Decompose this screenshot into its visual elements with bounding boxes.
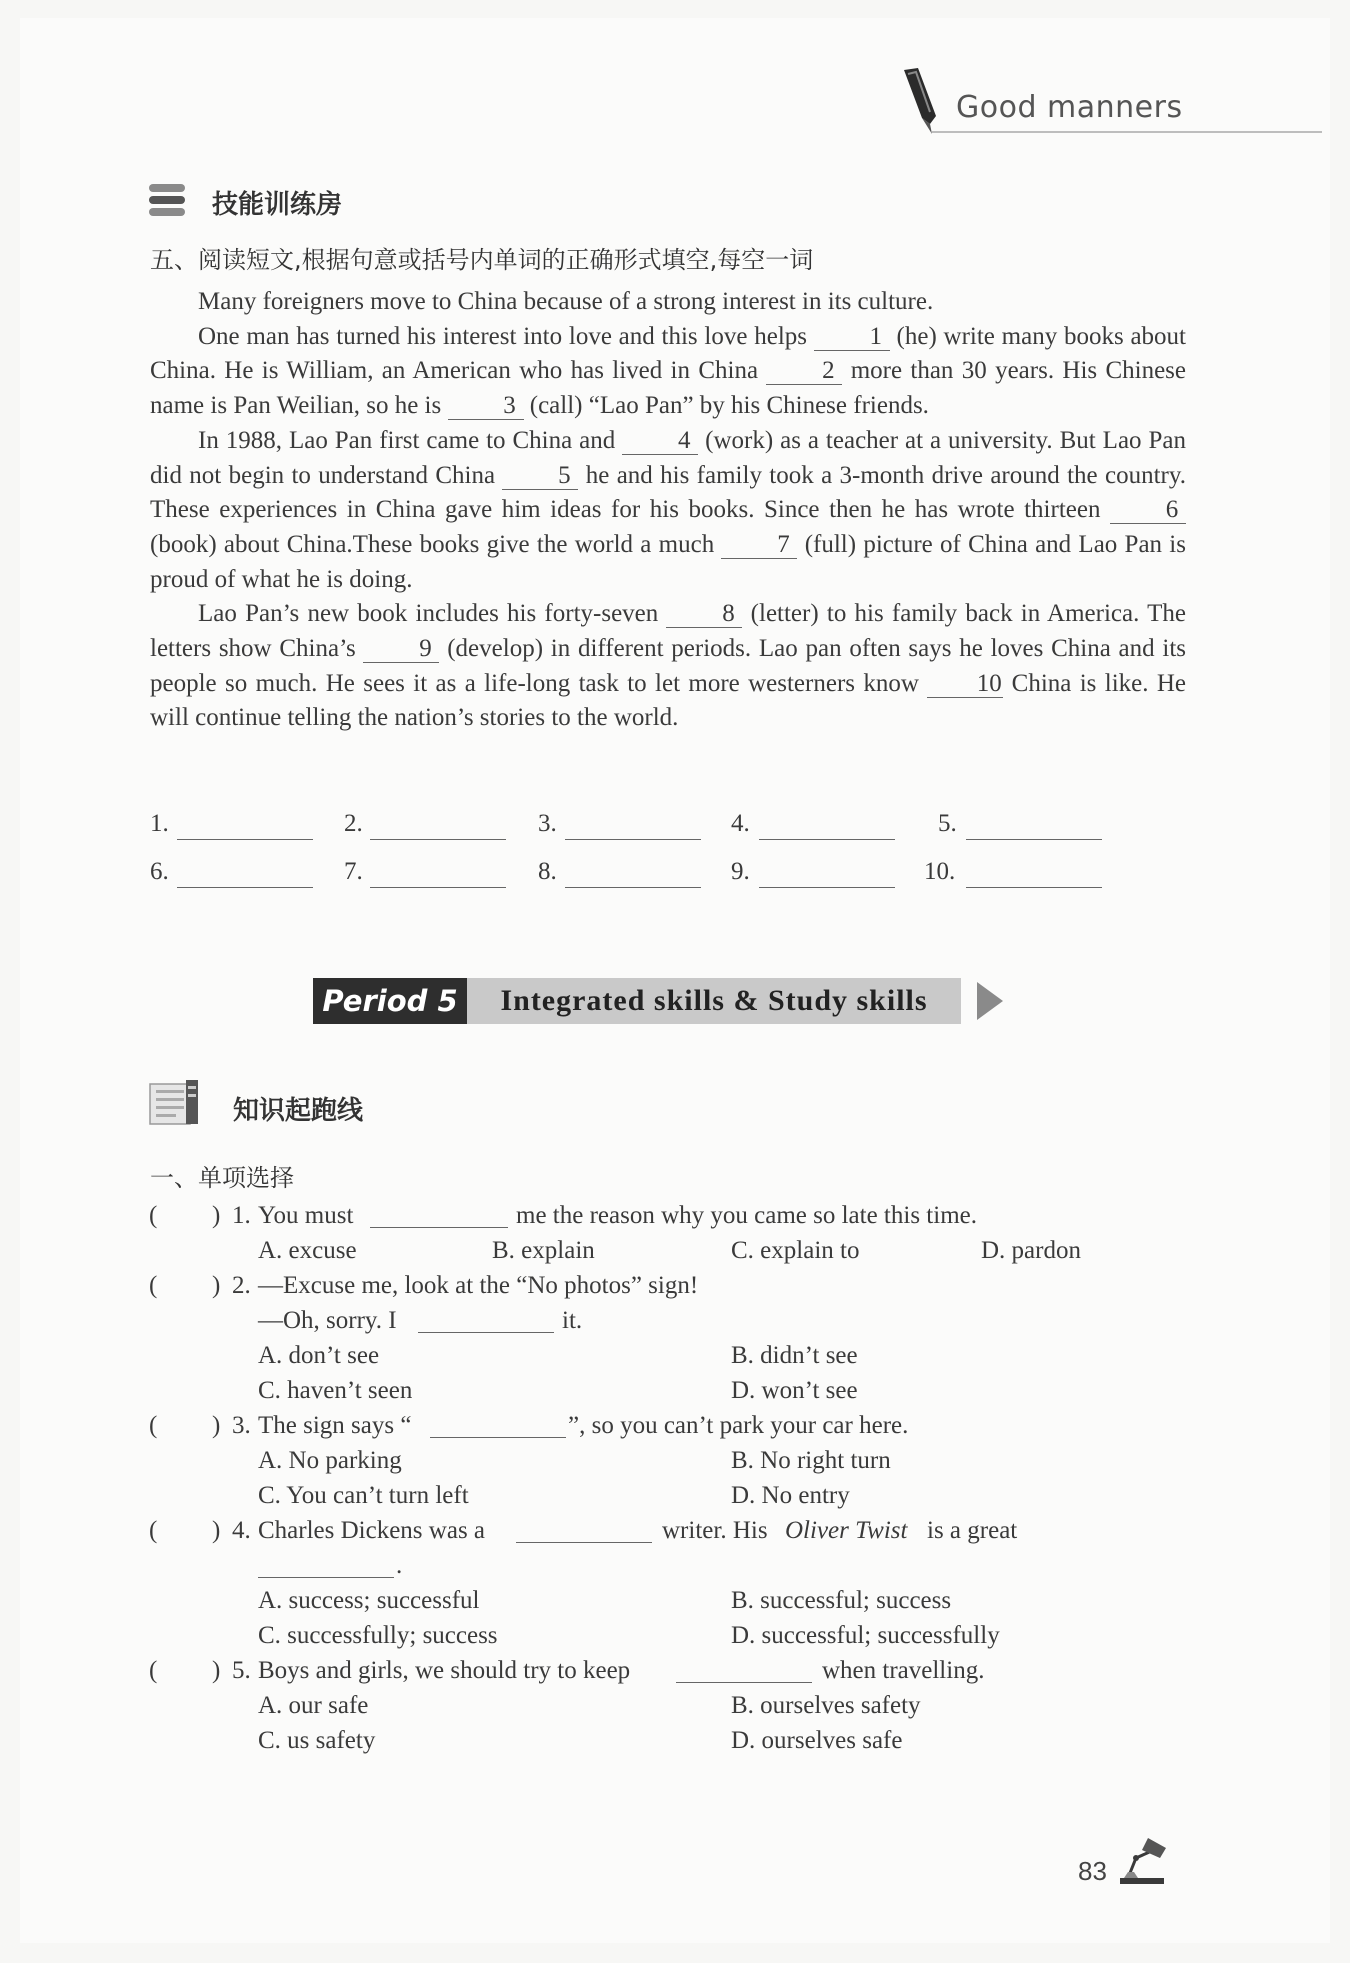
option[interactable]: A. No parking [258, 1447, 402, 1474]
question-stem: it. [562, 1307, 583, 1334]
passage-text: (call) “Lao Pan” by his Chinese friends. [523, 392, 929, 420]
answer-paren-open: ( [149, 1517, 158, 1544]
answer-label: 9. [731, 858, 750, 885]
option[interactable]: D. won’t see [731, 1377, 858, 1404]
answer-paren-open: ( [149, 1202, 158, 1229]
answer-label: 4. [731, 810, 750, 837]
passage-blank[interactable]: 10 [927, 671, 1003, 698]
option[interactable]: C. us safety [258, 1727, 376, 1754]
option[interactable]: C. successfully; success [258, 1622, 498, 1649]
passage-blank[interactable]: 6 [1110, 497, 1186, 524]
question-stem: . [396, 1552, 403, 1579]
passage-blank[interactable]: 3 [448, 393, 524, 420]
option[interactable]: B. explain [492, 1237, 595, 1264]
question-number: 2. [232, 1272, 251, 1299]
answer-blank[interactable] [565, 838, 701, 840]
answer-paren-open: ( [149, 1657, 158, 1684]
period-title: Integrated skills & Study skills [467, 978, 961, 1024]
answer-blank[interactable] [177, 838, 313, 840]
answer-label: 5. [938, 810, 957, 837]
answer-blank[interactable] [759, 886, 895, 888]
book-icon [148, 1078, 208, 1128]
answer-paren-open: ( [149, 1272, 158, 1299]
question-number: 3. [232, 1412, 251, 1439]
answer-blank[interactable] [966, 886, 1102, 888]
period-label: Period 5 [313, 978, 467, 1024]
question-stem: me the reason why you came so late this time. [516, 1202, 977, 1229]
answer-paren-close: ) [212, 1272, 221, 1299]
cloze-instructions: 五、阅读短文,根据句意或括号内单词的正确形式填空,每空一词 [150, 246, 814, 274]
passage-text: Lao Pan’s new book includes his forty-seven [198, 600, 667, 628]
workbook-page [20, 18, 1330, 1943]
answer-label: 6. [150, 858, 169, 885]
cloze-passage [150, 285, 1186, 736]
answer-paren-close: ) [212, 1202, 221, 1229]
cloze-paragraph [150, 424, 1186, 598]
answer-label: 7. [344, 858, 363, 885]
answer-blank[interactable] [966, 838, 1102, 840]
passage-text: (work) as a teacher at a university. But Lao Pan did not begin to understand China [150, 426, 1186, 489]
answer-paren-close: ) [212, 1657, 221, 1684]
option[interactable]: D. ourselves safe [731, 1727, 903, 1754]
answer-label: 8. [538, 858, 557, 885]
option[interactable]: D. pardon [981, 1237, 1081, 1264]
option[interactable]: B. didn’t see [731, 1342, 858, 1369]
question-blank[interactable] [370, 1226, 508, 1228]
passage-text: China is like. He will continue telling the nation’s stories to the world. [150, 669, 1186, 732]
unit-title: Good manners [956, 90, 1183, 125]
answer-blank[interactable] [759, 838, 895, 840]
passage-blank[interactable]: 8 [666, 601, 742, 628]
passage-text: (full) picture of China and Lao Pan is proud of what he is doing. [150, 530, 1186, 593]
answer-blank[interactable] [370, 838, 506, 840]
question-stem: Charles Dickens was a [258, 1517, 486, 1544]
answer-paren-close: ) [212, 1517, 221, 1544]
answer-label: 2. [344, 810, 363, 837]
question-stem: when travelling. [822, 1657, 985, 1684]
question-number: 4. [232, 1517, 251, 1544]
option[interactable]: A. excuse [258, 1237, 357, 1264]
option[interactable]: C. explain to [731, 1237, 860, 1264]
answer-paren-open: ( [149, 1412, 158, 1439]
answer-label: 1. [150, 810, 169, 837]
question-stem: You must [258, 1202, 354, 1229]
question-blank[interactable] [418, 1331, 554, 1333]
question-blank[interactable] [430, 1436, 566, 1438]
answer-blank[interactable] [565, 886, 701, 888]
passage-text: (develop) in different periods. Lao pan often says he loves China and its people so much. He sees it as a life-long task to let more westerners know [150, 635, 1186, 697]
question-stem: —Oh, sorry. I [258, 1307, 397, 1334]
answer-label: 3. [538, 810, 557, 837]
answer-paren-close: ) [212, 1412, 221, 1439]
passage-text: One man has turned his interest into love and this love helps [198, 322, 814, 350]
option[interactable]: D. successful; successfully [731, 1622, 1000, 1649]
option[interactable]: B. No right turn [731, 1447, 891, 1474]
question-stem: The sign says “ [258, 1412, 412, 1439]
banner-arrow-icon [975, 980, 1005, 1022]
question-stem: writer. His [662, 1517, 768, 1544]
skills-section-title: 技能训练房 [212, 190, 343, 220]
passage-blank[interactable]: 7 [721, 532, 797, 559]
question-number: 1. [232, 1202, 251, 1229]
question-number: 5. [232, 1657, 251, 1684]
question-stem: —Excuse me, look at the “No photos” sign! [258, 1272, 699, 1299]
pen-icon [896, 66, 946, 138]
passage-text: he and his family took a 3-month drive around the country. These experiences in China gave him ideas for his books. Since then he has wrote thirteen [150, 461, 1186, 524]
option[interactable]: A. don’t see [258, 1342, 380, 1369]
passage-text: (letter) to his family back in America. The letters show China’s [150, 600, 1186, 663]
option[interactable]: A. our safe [258, 1692, 369, 1719]
passage-text: (book) about China.These books give the world a much [150, 530, 722, 558]
answer-blank[interactable] [177, 886, 313, 888]
question-stem: is a great [927, 1517, 1018, 1544]
book-title: Oliver Twist [785, 1517, 908, 1544]
answer-blank[interactable] [370, 886, 506, 888]
cloze-paragraph [150, 597, 1186, 736]
passage-blank[interactable]: 1 [814, 324, 890, 351]
question-blank[interactable] [676, 1681, 812, 1683]
cloze-paragraph [150, 320, 1186, 424]
option[interactable]: C. You can’t turn left [258, 1482, 469, 1509]
cloze-paragraph [150, 285, 1186, 320]
passage-blank[interactable]: 5 [502, 463, 578, 490]
passage-text: more than 30 years. His Chinese name is Pan Weilian, so he is [150, 357, 1186, 420]
passage-blank[interactable]: 4 [622, 428, 698, 455]
passage-text: In 1988, Lao Pan first came to China and [198, 426, 623, 454]
skills-section-icon [147, 180, 187, 220]
question-stem: ”, so you can’t park your car here. [568, 1412, 909, 1439]
header-rule [932, 131, 1322, 133]
multiple-choice-title: 一、单项选择 [150, 1164, 294, 1192]
desk-lamp-icon [1114, 1828, 1174, 1888]
option[interactable]: C. haven’t seen [258, 1377, 413, 1404]
passage-blank[interactable]: 2 [766, 358, 842, 385]
passage-blank[interactable]: 9 [363, 636, 439, 663]
passage-text: (he) write many books about China. He is William, an American who has lived in China [150, 322, 1187, 385]
question-blank[interactable] [516, 1541, 652, 1543]
answer-label: 10. [924, 858, 956, 885]
knowledge-section-title: 知识起跑线 [233, 1096, 364, 1126]
option[interactable]: B. ourselves safety [731, 1692, 921, 1719]
option[interactable]: A. success; successful [258, 1587, 480, 1614]
passage-text: Many foreigners move to China because of a strong interest in its culture. [198, 288, 934, 315]
question-stem: Boys and girls, we should try to keep [258, 1657, 631, 1684]
option[interactable]: D. No entry [731, 1482, 850, 1509]
question-blank[interactable] [258, 1576, 394, 1578]
option[interactable]: B. successful; success [731, 1587, 952, 1614]
page-number: 83 [1078, 1856, 1107, 1886]
